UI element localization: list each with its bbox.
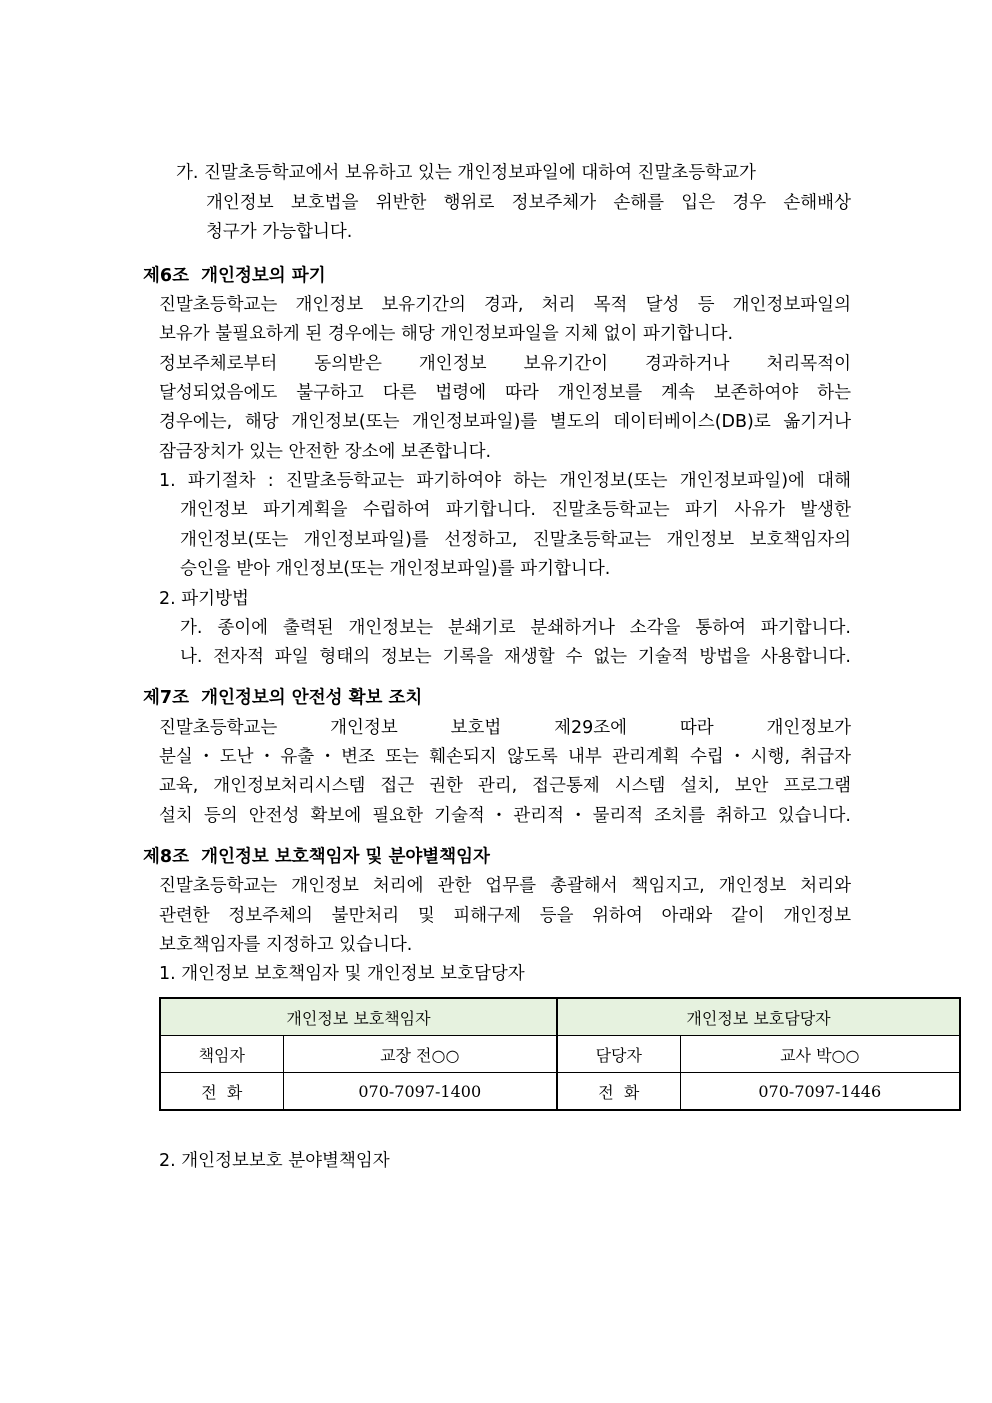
officer-label: 책임자 <box>160 1036 283 1073</box>
item5-ga-line-2: 개인정보 보호법을 위반한 행위로 정보주체가 손해를 입은 경우 손해배상 <box>206 193 851 213</box>
manager-phone-label: 전 화 <box>557 1073 680 1111</box>
table-row <box>160 1036 960 1073</box>
privacy-officer-table <box>159 997 961 1111</box>
art8-line-3: 보호책임자를 지정하고 있습니다. <box>159 935 413 955</box>
article-7-title: 제7조 개인정보의 안전성 확보 조치 <box>143 688 423 708</box>
art6-p1-line-1: 진말초등학교는 개인정보 보유기간의 경과, 처리 목적 달성 등 개인정보파일의 <box>159 295 851 315</box>
header-manager: 개인정보 보호담당자 <box>557 998 960 1036</box>
art6-p2-line-2: 달성되었음에도 불구하고 다른 법령에 따라 개인정보를 계속 보존하여야 하는 <box>159 383 851 403</box>
art6-item2-ga: 가. 종이에 출력된 개인정보는 분쇄기로 분쇄하거나 소각을 통하여 파기합니다. <box>180 618 851 638</box>
art6-item1-line-4: 승인을 받아 개인정보(또는 개인정보파일)를 파기합니다. <box>180 559 611 579</box>
article-6-title: 제6조 개인정보의 파기 <box>143 266 326 286</box>
art6-p2-line-4: 잠금장치가 있는 안전한 장소에 보존합니다. <box>159 442 492 462</box>
art6-item1-line-3: 개인정보(또는 개인정보파일)를 선정하고, 진말초등학교는 개인정보 보호책임자의 <box>180 530 851 550</box>
manager-name: 교사 박○○ <box>680 1036 960 1073</box>
art8-item1: 1. 개인정보 보호책임자 및 개인정보 보호담당자 <box>159 964 525 984</box>
manager-phone: 070-7097-1446 <box>680 1073 960 1111</box>
art6-p1-line-2: 보유가 불필요하게 된 경우에는 해당 개인정보파일을 지체 없이 파기합니다. <box>159 324 734 344</box>
header-officer: 개인정보 보호책임자 <box>160 998 557 1036</box>
table-row <box>160 1073 960 1111</box>
art7-line-1: 진말초등학교는 개인정보 보호법 제29조에 따라 개인정보가 <box>159 718 851 738</box>
officer-phone: 070-7097-1400 <box>283 1073 557 1111</box>
manager-label: 담당자 <box>557 1036 680 1073</box>
art6-item1-line-1: 1. 파기절차 : 진말초등학교는 파기하여야 하는 개인정보(또는 개인정보파일)에 대해 <box>159 471 851 491</box>
article-8-title: 제8조 개인정보 보호책임자 및 분야별책임자 <box>143 847 490 867</box>
art6-p2-line-3: 경우에는, 해당 개인정보(또는 개인정보파일)를 별도의 데이터베이스(DB)로 옮기거나 <box>159 412 851 432</box>
art7-line-3: 교육, 개인정보처리시스템 접근 권한 관리, 접근통제 시스템 설치, 보안 프로그램 <box>159 776 851 796</box>
art8-line-1: 진말초등학교는 개인정보 처리에 관한 업무를 총괄해서 책임지고, 개인정보 처리와 <box>159 876 851 896</box>
art6-item2-na: 나. 전자적 파일 형태의 정보는 기록을 재생할 수 없는 기술적 방법을 사용합니다. <box>180 647 851 667</box>
officer-name: 교장 전○○ <box>283 1036 557 1073</box>
art6-item2: 2. 파기방법 <box>159 589 249 609</box>
art7-line-2: 분실・도난・유출・변조 또는 훼손되지 않도록 내부 관리계획 수립・시행, 취급자 <box>159 747 851 767</box>
item5-ga-line-3: 청구가 가능합니다. <box>206 222 353 242</box>
table-header-row <box>160 998 960 1036</box>
art6-item1-line-2: 개인정보 파기계획을 수립하여 파기합니다. 진말초등학교는 파기 사유가 발생한 <box>180 500 851 520</box>
officer-phone-label: 전 화 <box>160 1073 283 1111</box>
art6-p2-line-1: 정보주체로부터 동의받은 개인정보 보유기간이 경과하거나 처리목적이 <box>159 354 851 374</box>
art8-item2: 2. 개인정보보호 분야별책임자 <box>159 1151 390 1171</box>
item5-ga-line-1: 가. 진말초등학교에서 보유하고 있는 개인정보파일에 대하여 진말초등학교가 <box>176 163 756 183</box>
art7-line-4: 설치 등의 안전성 확보에 필요한 기술적・관리적・물리적 조치를 취하고 있습니다. <box>159 806 851 826</box>
art8-line-2: 관련한 정보주체의 불만처리 및 피해구제 등을 위하여 아래와 같이 개인정보 <box>159 906 851 926</box>
